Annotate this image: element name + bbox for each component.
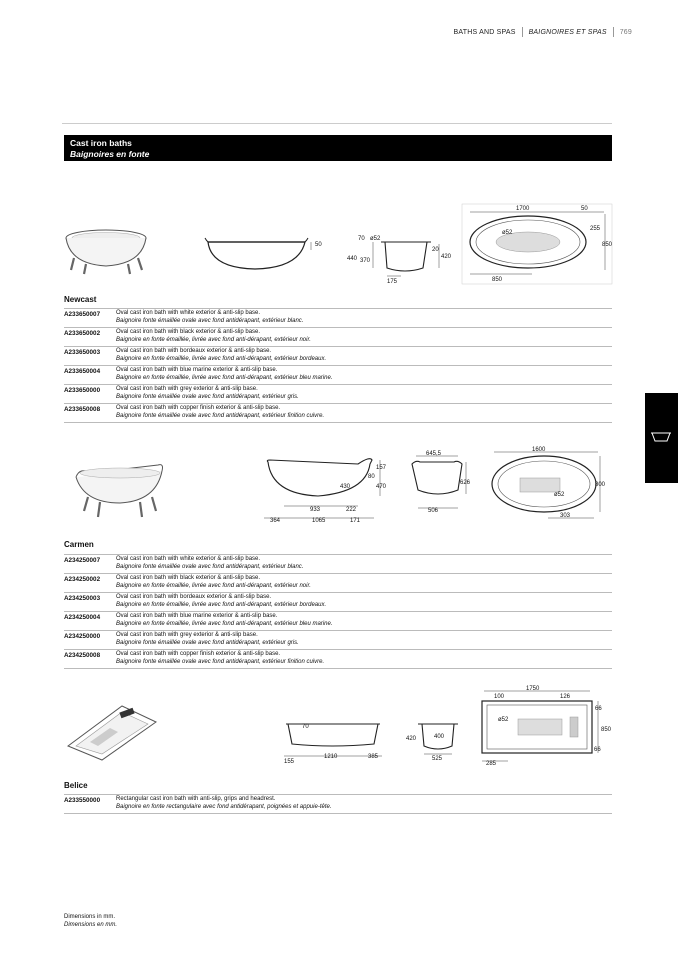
belice-dim-420: 420	[406, 736, 417, 742]
page-number: 769	[619, 28, 632, 36]
footnote	[64, 913, 117, 929]
header-divider	[522, 27, 523, 37]
belice-front-view	[404, 718, 474, 764]
category-band	[64, 135, 612, 161]
carmen-dim-800: 800	[595, 482, 606, 488]
product-code: A234250007	[64, 557, 101, 564]
carmen-dim-626: 626	[460, 480, 471, 486]
table-row	[64, 327, 612, 346]
product-name-belice: Belice	[64, 781, 88, 790]
section-tab	[645, 393, 678, 483]
newcast-dim-175: 175	[387, 279, 398, 285]
table-row	[64, 384, 612, 403]
description-en: Oval cast iron bath with copper finish exterior & anti-slip base.	[116, 405, 281, 411]
category-title-en: Cast iron baths	[70, 138, 132, 148]
table-row	[64, 611, 612, 630]
newcast-dim-70: 70	[358, 236, 365, 242]
product-code: A233650000	[64, 387, 101, 394]
product-code: A234250008	[64, 652, 101, 659]
belice-dim-525: 525	[432, 756, 443, 762]
description-en: Oval cast iron bath with bordeaux exterior & anti-slip base.	[116, 348, 272, 354]
carmen-dim-645: 645,5	[426, 451, 442, 457]
carmen-top-view	[488, 446, 608, 534]
table-row	[64, 630, 612, 649]
newcast-table	[64, 308, 612, 423]
product-name-carmen: Carmen	[64, 540, 94, 549]
description-fr: Baignoire en fonte émaillée, livrée avec fond anti-dérapant, extérieur bleu marine.	[116, 374, 333, 381]
section-title-fr: BAIGNOIRES ET SPAS	[528, 28, 607, 36]
footnote-fr: Dimensions en mm.	[64, 922, 118, 928]
newcast-dim-420: 420	[441, 254, 452, 260]
newcast-top-view	[462, 204, 617, 286]
table-row	[64, 592, 612, 611]
product-code: A233650003	[64, 349, 101, 356]
product-code: A234250002	[64, 576, 101, 583]
carmen-dim-506: 506	[428, 508, 439, 514]
table-end-rule	[64, 422, 612, 423]
newcast-dim-50-top: 50	[581, 206, 588, 212]
product-code: A233650007	[64, 311, 101, 318]
belice-dim-1750: 1750	[526, 686, 540, 692]
description-en: Oval cast iron bath with black exterior & anti-slip base.	[116, 329, 261, 335]
description-en: Oval cast iron bath with bordeaux exterior & anti-slip base.	[116, 594, 272, 600]
carmen-dim-157: 157	[376, 465, 387, 471]
belice-product-image	[64, 702, 160, 762]
description-en: Oval cast iron bath with blue marine exterior & anti-slip base.	[116, 367, 278, 373]
belice-dim-155: 155	[284, 759, 295, 765]
footnote-en: Dimensions in mm.	[64, 914, 116, 920]
newcast-product-image	[62, 224, 152, 280]
belice-dim-400: 400	[434, 734, 445, 740]
description-fr: Baignoire fonte émaillée ovale avec fond antidérapant, extérieur gris.	[116, 393, 299, 400]
carmen-drain-top: ø52	[554, 492, 565, 498]
belice-dim-126: 126	[560, 694, 571, 700]
carmen-dim-80: 80	[368, 474, 375, 480]
description-fr: Baignoire fonte émaillée ovale avec fond antidérapant, extérieur blanc.	[116, 317, 304, 324]
newcast-dim-440: 440	[347, 256, 358, 262]
description-fr: Baignoire en fonte rectangulaire avec fond antidérapant, poignées et appuie-tête.	[116, 803, 332, 810]
newcast-dim-50: 50	[315, 242, 322, 248]
belice-dim-850: 850	[601, 727, 612, 733]
description-en: Rectangular cast iron bath with anti-slip, grips and headrest.	[116, 796, 276, 802]
carmen-dim-364: 364	[270, 518, 281, 524]
belice-table	[64, 794, 612, 814]
description-fr: Baignoire en fonte émaillée, livrée avec fond anti-dérapant, extérieur noir.	[116, 582, 311, 589]
belice-side-view	[282, 718, 390, 768]
top-rule	[62, 123, 612, 124]
carmen-dim-933: 933	[310, 507, 321, 513]
carmen-dim-1065: 1065	[312, 518, 326, 524]
belice-dim-285: 285	[486, 761, 497, 767]
page-header	[454, 27, 633, 37]
newcast-dim-20: 20	[432, 247, 439, 253]
carmen-front-view	[406, 450, 476, 516]
belice-dim-66-top: 66	[595, 706, 602, 712]
description-fr: Baignoire fonte émaillée ovale avec fond antidérapant, extérieur finition cuivre.	[116, 658, 325, 665]
description-fr: Baignoire fonte émaillée ovale avec fond antidérapant, extérieur finition cuivre.	[116, 412, 325, 419]
belice-dim-385: 385	[368, 754, 379, 760]
product-code: A233550000	[64, 797, 101, 804]
product-name-newcast: Newcast	[64, 295, 97, 304]
belice-dim-100: 100	[494, 694, 505, 700]
header-divider	[613, 27, 614, 37]
table-row	[64, 554, 612, 573]
description-fr: Baignoire en fonte émaillée, livrée avec fond anti-dérapant, extérieur bordeaux.	[116, 601, 327, 608]
description-fr: Baignoire fonte émaillée ovale avec fond antidérapant, extérieur blanc.	[116, 563, 304, 570]
description-en: Oval cast iron bath with white exterior & anti-slip base.	[116, 310, 261, 316]
table-end-rule	[64, 668, 612, 669]
table-row	[64, 346, 612, 365]
product-code: A233650008	[64, 406, 101, 413]
table-row	[64, 573, 612, 592]
newcast-dim-1700: 1700	[516, 206, 530, 212]
description-en: Oval cast iron bath with grey exterior & anti-slip base.	[116, 632, 258, 638]
table-end-rule	[64, 813, 612, 814]
newcast-dim-850-bottom: 850	[492, 277, 503, 283]
description-en: Oval cast iron bath with black exterior & anti-slip base.	[116, 575, 261, 581]
description-en: Oval cast iron bath with blue marine exterior & anti-slip base.	[116, 613, 278, 619]
description-en: Oval cast iron bath with white exterior & anti-slip base.	[116, 556, 261, 562]
product-code: A233650004	[64, 368, 101, 375]
product-code: A234250003	[64, 595, 101, 602]
table-row	[64, 365, 612, 384]
newcast-side-view	[205, 238, 325, 274]
section-title-en: BATHS AND SPAS	[453, 28, 516, 36]
belice-dim-1210: 1210	[324, 754, 338, 760]
product-code: A234250000	[64, 633, 101, 640]
carmen-dim-430: 430	[340, 484, 351, 490]
table-row	[64, 794, 612, 813]
description-fr: Baignoire en fonte émaillée, livrée avec fond anti-dérapant, extérieur bordeaux.	[116, 355, 327, 362]
newcast-drain-front: ø52	[370, 236, 381, 242]
product-code: A233650002	[64, 330, 101, 337]
description-fr: Baignoire fonte émaillée ovale avec fond antidérapant, extérieur gris.	[116, 639, 299, 646]
description-en: Oval cast iron bath with copper finish exterior & anti-slip base.	[116, 651, 281, 657]
table-row	[64, 649, 612, 668]
newcast-dim-370: 370	[360, 258, 371, 264]
table-row	[64, 403, 612, 422]
table-row	[64, 308, 612, 327]
bath-icon	[645, 393, 678, 483]
description-en: Oval cast iron bath with grey exterior & anti-slip base.	[116, 386, 258, 392]
belice-top-view	[478, 683, 618, 767]
newcast-dim-850: 850	[602, 242, 613, 248]
carmen-dim-470: 470	[376, 484, 387, 490]
newcast-dim-255: 255	[590, 226, 601, 232]
carmen-dim-171: 171	[350, 518, 361, 524]
carmen-dim-222: 222	[346, 507, 357, 513]
belice-dim-70: 70	[302, 724, 309, 730]
carmen-product-image	[70, 455, 170, 525]
description-fr: Baignoire en fonte émaillée, livrée avec fond anti-dérapant, extérieur noir.	[116, 336, 311, 343]
belice-dim-66-bottom: 66	[594, 747, 601, 753]
category-title-fr: Baignoires en fonte	[70, 149, 150, 159]
carmen-table	[64, 554, 612, 669]
carmen-dim-1600: 1600	[532, 447, 546, 453]
newcast-front-view	[345, 232, 460, 284]
carmen-dim-303: 303	[560, 513, 571, 519]
newcast-drain-top: ø52	[502, 230, 513, 236]
description-fr: Baignoire en fonte émaillée, livrée avec fond anti-dérapant, extérieur bleu marine.	[116, 620, 333, 627]
carmen-side-view	[262, 456, 394, 526]
belice-drain-top: ø52	[498, 717, 509, 723]
product-code: A234250004	[64, 614, 101, 621]
